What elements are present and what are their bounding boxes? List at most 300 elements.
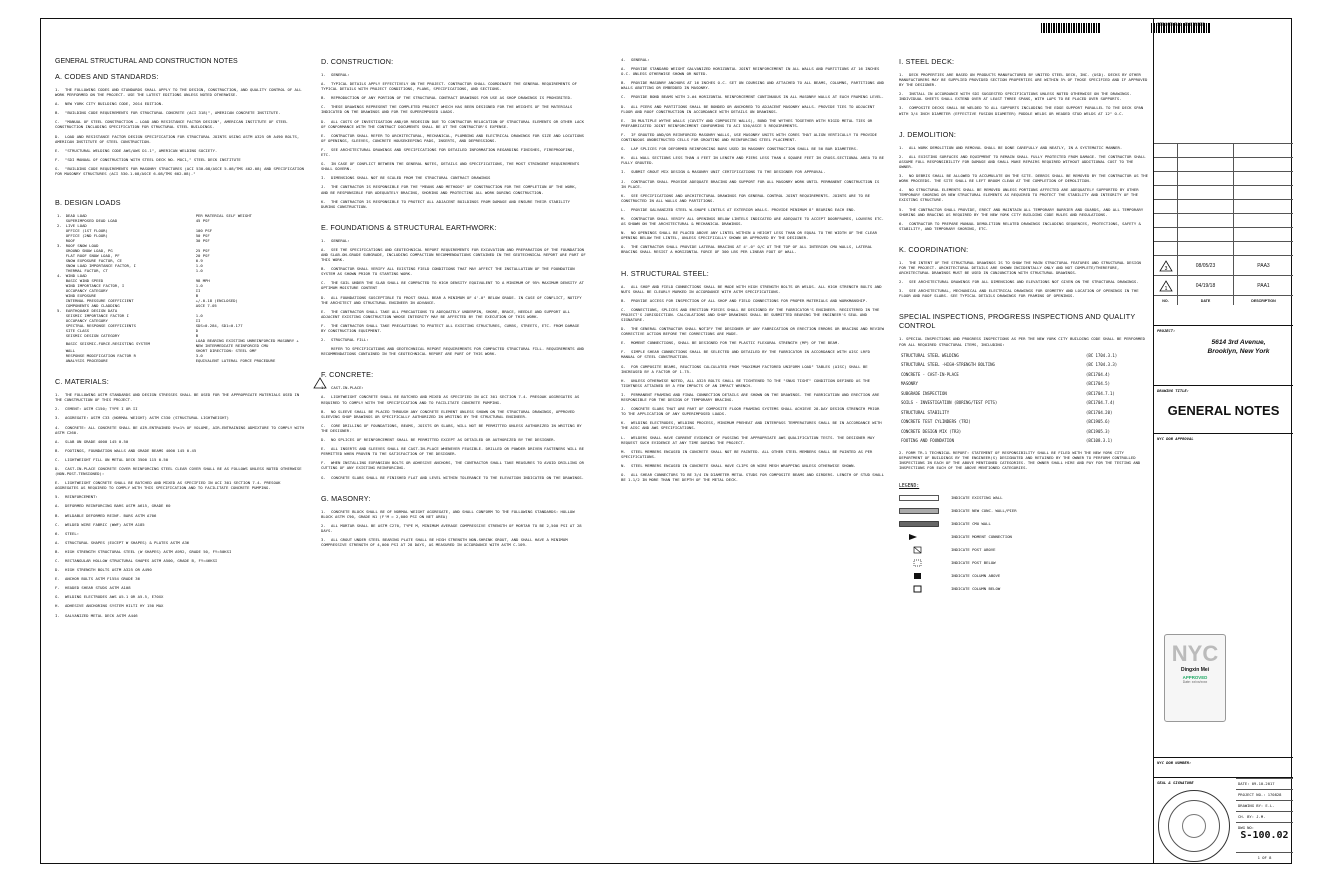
revision-row-empty xyxy=(1154,241,1293,255)
dob-number-box xyxy=(1154,757,1293,777)
load-value: 1.0 xyxy=(195,283,203,289)
note-number: 4. xyxy=(55,424,60,430)
note-number: A. xyxy=(55,101,60,107)
note-number: 3. xyxy=(899,288,904,294)
note-number: 3. xyxy=(899,173,904,179)
note-item xyxy=(621,80,885,90)
note-number: E. xyxy=(321,132,326,138)
note-text: SEE THE SPECIFICATIONS AND GEOTECHNICAL REPORT REQUIREMENTS FOR EXCAVATION AND PREPARATION OF THE FOUNDATION AND SLAB-ON-GRADE SUBGRADE, INCLUDING COMPACTION RECOMMENDATIONS CONTAINED IN THE GEOTECHNICAL REPORT ARE PART OF THIS WORK. xyxy=(321,246,586,263)
dob-number-label: NYC DOB NUMBER: xyxy=(1157,760,1192,765)
approval-status: APPROVED xyxy=(1182,675,1208,680)
note-item xyxy=(55,425,305,435)
note-text: SIMPLE SHEAR CONNECTIONS SHALL BE SELECTED AND DETAILED BY THE FABRICATOR IN ACCORDANCE WITH AISC LRFD MANUAL OF STEEL CONSTRUCTION. xyxy=(621,349,870,360)
inspection-item: SUBGRADE INSPECTION xyxy=(901,390,947,396)
note-text: PERMANENT FRAMING AND FINAL CONNECTION DETAILS ARE SHOWN ON THE DRAWINGS. THE FABRICATION AND ERECTION ARE RESPONSIBLE FOR THE DESIGN OF TEMPORARY BRACING. xyxy=(621,391,880,403)
note-item xyxy=(621,169,885,174)
load-label: WIND IMPORTANCE FACTOR, I xyxy=(65,283,125,289)
note-number: C. xyxy=(55,456,60,462)
section-foundations xyxy=(321,223,586,357)
note-item xyxy=(55,513,305,518)
legend-label: INDICATE EXISTING WALL xyxy=(951,494,1003,500)
materials-list xyxy=(55,392,305,618)
legend-row xyxy=(899,521,1149,527)
note-item xyxy=(899,72,1149,87)
inspection-code: (BC1905.6) xyxy=(1085,419,1110,425)
load-value: 30 PSF xyxy=(195,238,210,244)
load-value: 50 PSF xyxy=(195,233,210,239)
tr1-note: 2. FORM TR-1 TECHNICAL REPORT: STATEMENT OF RESPONSIBILITY SHALL BE FILED WITH THE NEW YORK CITY DEPARTMENT OF BUILDINGS BY THE ENGINEER(S) DESIGNATED AND RETAINED BY THE OWNER TO PERFORM CONTROLLED INSPECTIONS IN EACH OF THE ABOVE MENTIONED CATEGORIES. THE OWNER SHALL HIRE AND PAY FOR THE TESTING AND INSPECTIONS FOR EACH OF THE ABOVE MENTIONED CATEGORIES. xyxy=(899,449,1141,470)
note-number: F. xyxy=(621,349,626,355)
note-number: C. xyxy=(621,306,626,312)
note-text: DECK PROPERTIES ARE BASED ON PRODUCTS MANUFACTURED BY UNITED STEEL DECK, INC. (USD). DECKS BY OTHER MANUFACTURERS MAY BE SUPPLIED PROVIDED SECTION PROPERTIES ARE WITHIN 5% OF THOSE SPECIFIED AND IF APPROVED BY THE DESIGNER. xyxy=(899,72,1148,88)
load-value: SHORT DIRECTION: STEEL OMF xyxy=(195,348,257,354)
note-number: 2. xyxy=(899,153,904,159)
inspection-row xyxy=(899,417,1149,427)
note-number: C. xyxy=(321,104,326,110)
note-item xyxy=(321,104,586,114)
load-label: ANALYSIS PROCEDURE xyxy=(65,358,108,364)
note-item xyxy=(621,349,885,359)
note-number: 2. xyxy=(899,279,904,285)
inspection-row xyxy=(899,370,1149,380)
section-design-loads xyxy=(55,198,305,363)
note-item xyxy=(55,457,305,462)
inspection-code: (BC108.3.1) xyxy=(1085,438,1113,444)
revision-delta-icon xyxy=(1154,256,1178,275)
post-above-icon xyxy=(899,547,939,553)
note-item xyxy=(621,230,885,240)
note-text: SLAB ON GRADE 4000 145 0.50 xyxy=(65,438,129,444)
note-text: ALL PIERS AND PARTITIONS SHALL BE BONDED OR ANCHORED TO ADJACENT MASONRY WALLS. PROVIDE TIES TO ADJACENT FLOOR AND ROOF CONSTRUCTION IN ACCORDANCE WITH DETAILS ON DRAWINGS. xyxy=(621,103,875,114)
dwg-no-box xyxy=(1236,822,1293,852)
note-text: GALVANIZED METAL DECK ASTM A446 xyxy=(65,612,138,618)
steel-list xyxy=(621,284,885,483)
load-value: +/-0.18 (ENCLOSED) xyxy=(195,298,238,304)
legend-label: INDICATE POST BELOW xyxy=(951,559,996,565)
note-number: 3. xyxy=(899,105,904,111)
drawing-sheet xyxy=(40,18,1292,864)
note-item xyxy=(621,118,885,128)
note-number: 1. xyxy=(321,508,326,514)
note-text: AGGREGATE: ASTM C33 (NORMAL WEIGHT) ASTM C330 (STRUCTURAL LIGHTWEIGHT) xyxy=(65,415,229,421)
note-text: FOOTINGS, FOUNDATION WALLS AND GRADE BEAMS 4000 145 0.45 xyxy=(65,447,197,453)
note-number: J. xyxy=(621,178,626,184)
note-text: CAST-IN-PLACE: xyxy=(331,385,364,391)
note-text: "BUILDING CODE REQUIREMENTS FOR MASONRY STRUCTURES (ACI 530-08/ASCE 5-08/TMS 402-08) AND SPECIFICATION FOR MASONRY STRUCTURES (ACI 530.1-08/ASCE 6-08/TMS 602-08)." xyxy=(55,165,304,177)
note-text: ALL GROUT UNDER STEEL BEARING PLATE SHALL BE HIGH STRENGTH NON-SHRINK GROUT, AND SHALL HAVE A MINIMUM COMPRESSIVE STRENGTH OF 4,000 PSI AT 28 DAYS, AS MEASURED IN ACCORDANCE WITH ASTM C-109. xyxy=(321,536,568,548)
revision-row-empty xyxy=(1154,171,1293,185)
note-text: "STRUCTURAL WELDING CODE AWS/AWS D1.1", AMERICAN WELDING SOCIETY. xyxy=(65,147,218,153)
note-item xyxy=(55,448,305,453)
note-text: SEE ARCHITECTURAL DRAWINGS AND SPECIFICATIONS FOR DETAILED INFORMATION REGARDING FINISHES, FIREPROOFING, ETC. xyxy=(321,146,575,158)
note-text: THE GENERAL CONTRACTOR SHALL NOTIFY THE DESIGNER OF ANY FABRICATION OR ERECTION ERRORS OR BRACING AND REVIEW CORRECTIVE ACTION BEFORE THE CORRECTIONS ARE MADE. xyxy=(621,326,884,337)
note-text: WELDABLE DEFORMED REINF. BARS ASTM A706 xyxy=(65,512,157,518)
project-address-2: Brooklyn, New York xyxy=(1207,348,1270,355)
demolition-list xyxy=(899,145,1149,231)
revision-row-empty xyxy=(1154,199,1293,213)
note-number: A. xyxy=(55,539,60,545)
note-number: 3. xyxy=(55,415,60,421)
note-number: D. xyxy=(621,103,626,109)
note-text: LIGHTWEIGHT FILL ON METAL DECK 3500 115 0.50 xyxy=(65,456,169,462)
note-number: A. xyxy=(621,66,626,72)
note-text: CONCRETE SLABS THAT ARE PART OF COMPOSITE FLOOR FRAMING SYSTEMS SHALL ACHIEVE 28-DAY DESIGN STRENGTH PRIOR TO THE APPLICATION OF ANY SUPERIMPOSED LOADS. xyxy=(621,406,880,417)
note-text: THE SOIL UNDER THE SLAB SHALL BE COMPACTED TO HIGH DENSITY EQUIVALENT TO A MINIMUM OF 95% MAXIMUM DENSITY AT OPTIMUM MOISTURE CONTENT xyxy=(321,280,584,291)
note-text: HIGH STRENGTH STRUCTURAL STEEL (W SHAPES) ASTM A992, GRADE 50, FY=50KSI xyxy=(65,548,232,554)
note-number: F. xyxy=(321,460,326,466)
note-item xyxy=(55,101,305,106)
note-text: ALL MORTAR SHALL BE ASTM C270, TYPE M, MINIMUM AVERAGE COMPRESSIVE STRENGTH OF MORTAR TO BE 2,500 PSI AT 28 DAYS. xyxy=(321,522,582,533)
note-number: O. xyxy=(621,244,626,250)
note-item xyxy=(321,95,586,100)
note-text: THE CONTRACTOR IS RESPONSIBLE TO PROTECT ALL ADJACENT BUILDINGS FROM DAMAGE AND ENSURE THEIR STABILITY DURING CONSTRUCTION. xyxy=(321,198,570,209)
note-item xyxy=(621,378,885,388)
inspection-item: MASONRY xyxy=(901,381,918,387)
load-number: 2. xyxy=(57,223,62,229)
load-label: EARTHQUAKE DESIGN DATA xyxy=(65,308,118,314)
note-text: RECTANGULAR HOLLOW STRUCTURAL SHAPES ASTM A500, GRADE B, FY=46KSI xyxy=(65,558,218,563)
note-text: CEMENT: ASTM C150; TYPE I OR II xyxy=(65,406,138,412)
note-text: SEE SPECIFICATIONS AND ARCHITECTURAL DRAWINGS FOR GENERAL CONTROL JOINT REQUIREMENTS. JOINTS ARE TO BE CONSTRUCTED IN ALL WALLS AND PARTITIONS. xyxy=(621,192,870,203)
note-number: A. xyxy=(621,283,626,289)
note-number: G. xyxy=(321,161,326,167)
note-item xyxy=(621,132,885,142)
note-text: CONTRACTOR SHALL VERIFY ALL OPENINGS BELOW LINTELS INDICATED ARE ADEQUATE TO ACCEPT DOORFRAMES, LOUVERS ETC. AS SHOWN ON THE ARCHITECTURAL & MECHANICAL DRAWINGS. xyxy=(621,215,884,227)
section-coordination xyxy=(899,245,1149,299)
note-text: NO SPLICES OF REINFORCEMENT SHALL BE PERMITTED EXCEPT AS DETAILED OR AUTHORIZED BY THE DESIGNER. xyxy=(331,437,556,443)
note-text: ALL SHOP AND FIELD CONNECTIONS SHALL BE MADE WITH HIGH STRENGTH BOLTS OR WELDS. ALL HIGH STRENGTH BOLTS AND NUTS SHALL BE CLEARLY MARKED IN ACCORDANCE WITH ASTM SPECIFICATIONS. xyxy=(621,283,882,294)
note-number: I. xyxy=(621,169,626,175)
section-title: I. STEEL DECK: xyxy=(899,57,955,66)
note-number: C. xyxy=(321,280,326,286)
note-number: B. xyxy=(55,512,60,518)
note-text: THE CONTRACTOR SHALL TAKE ALL PRECAUTIONS TO ADEQUATELY UNDERPIN, SHORE, BRACE, NEEDLE AND SUPPORT ALL ADJACENT EXISTING CONSTRUCTION WHOSE INTEGRITY MAY BE AFFECTED BY THE EXECUTION OF THIS WORK. xyxy=(321,308,570,319)
note-text: SUBMIT GROUT MIX DESIGN & MASONRY UNIT CERTIFICATIONS TO THE DESIGNER FOR APPROVAL. xyxy=(631,169,826,175)
inspection-code: (BC1704.7.4) xyxy=(1085,400,1115,406)
note-number: K. xyxy=(621,192,626,198)
note-number: F. xyxy=(321,146,326,152)
note-item xyxy=(321,161,586,171)
note-item xyxy=(55,466,305,476)
dwg-no-label: DWG NO: xyxy=(1238,825,1255,830)
note-number: 1. xyxy=(899,72,904,77)
note-item xyxy=(621,179,885,189)
note-item xyxy=(321,238,586,243)
note-item xyxy=(55,503,305,508)
note-number: 2. xyxy=(899,91,904,97)
note-number: G. xyxy=(321,474,326,480)
inspection-code: (BC1704.20) xyxy=(1085,409,1113,415)
inspections-table xyxy=(899,351,1149,446)
masonry-general-list xyxy=(621,57,885,255)
load-label: DEAD LOAD xyxy=(65,213,87,219)
nyc-logo-icon: NYC xyxy=(1171,641,1219,666)
note-item xyxy=(321,247,586,262)
load-value: 1.0 xyxy=(195,313,203,319)
note-text: DIMENSIONS SHALL NOT BE SCALED FROM THE STRUCTURAL CONTRACT DRAWINGS xyxy=(331,175,491,181)
note-number: G. xyxy=(55,165,60,171)
note-text: TYPICAL DETAILS APPLY EFFECTIVELY ON THE PROJECT. CONTRACTOR SHALL COORDINATE THE GENERAL REQUIREMENTS OF TYPICAL DETAILS WITH PROJECT CONDITIONS, PLANS, SPECIFICATIONS, AND SECTIONS. xyxy=(321,81,577,92)
note-number: A. xyxy=(321,246,326,252)
note-text: WHEN INSTALLING EXPANSION BOLTS OR ADHESIVE ANCHORS, THE CONTRACTOR SHALL TAKE MEASURES TO AVOID DRILLING OR CUTTING OF ANY EXISTING REINFORCING. xyxy=(321,460,584,471)
note-text: CONTRACTOR SHALL REFER TO ARCHITECTURAL, MECHANICAL, PLUMBING AND ELECTRICAL DRAWINGS FOR SIZE AND LOCATIONS OF OPENINGS, SLEEVES, CONCRETE HOUSEKEEPING PADS, INSERTS, AND DEPRESSIONS. xyxy=(321,132,584,143)
note-text: THE CONTRACTOR SHALL PROVIDE, ERECT AND MAINTAIN ALL TEMPORARY BARRIER AND GUARDS, AND ALL TEMPORARY SHORING AND BRACING AS REQUIRED BY THE NEW YORK CITY BUILDING CODE RULES AND REGULATIONS. xyxy=(899,206,1144,217)
load-label: OFFICE (2ND FLOOR) xyxy=(65,233,108,239)
note-number: E. xyxy=(55,480,60,486)
inspection-row xyxy=(899,389,1149,399)
note-item xyxy=(321,119,586,129)
load-label: FLAT ROOF SNOW LOAD, PF xyxy=(65,253,120,259)
load-value: 100 PSF xyxy=(195,228,213,234)
note-text: ALL FOUNDATIONS SUSCEPTIBLE TO FROST SHALL BEAR A MINIMUM OF 4'-0" BELOW GRADE. IN CASE OF CONFLICT, NOTIFY THE ARCHITECT AND STRUCTURAL ENGINEER IN ADVANCE. xyxy=(321,294,582,305)
seal-box xyxy=(1154,777,1293,864)
note-number: A. xyxy=(321,81,326,87)
note-number: 1. xyxy=(899,144,904,150)
legend-list xyxy=(899,495,1149,592)
note-text: UNLESS OTHERWISE NOTED, ALL A325 BOLTS SHALL BE TIGHTENED TO THE "SNUG TIGHT" CONDITION DEFINED AS THE TIGHTNESS ATTAINED BY A FEW IMPACTS OF AN IMPACT WRENCH. xyxy=(621,377,870,388)
note-text: THE CONTRACTOR SHALL TAKE PRECAUTIONS TO PROTECT ALL EXISTING STRUCTURES, CURBS, STREETS, ETC. FROM DAMAGE BY CONSTRUCTION EQUIPMENT. xyxy=(321,322,580,333)
note-item xyxy=(55,531,305,536)
note-text: CORE DRILLING OF FOUNDATIONS, BEAMS, JOISTS OR SLABS, WILL NOT BE PERMITTED UNLESS AUTHORIZED IN WRITING BY THE DESIGNER. xyxy=(321,422,582,433)
note-number: A. xyxy=(55,503,60,509)
note-number: H. xyxy=(621,155,626,161)
note-item xyxy=(321,133,586,143)
note-number: D. xyxy=(55,567,60,573)
note-number: N. xyxy=(621,230,626,236)
design-loads-table xyxy=(55,213,305,363)
load-row xyxy=(55,358,305,363)
note-item xyxy=(321,72,586,77)
note-item xyxy=(621,66,885,76)
legend-title: LEGEND: xyxy=(899,484,920,489)
section-steel-deck xyxy=(899,57,1149,116)
inspection-row xyxy=(899,360,1149,370)
load-label: GROUND SNOW LOAD, PG xyxy=(65,248,113,254)
note-number: G. xyxy=(621,146,626,152)
note-number: 6. xyxy=(55,530,60,536)
note-item xyxy=(621,449,885,459)
note-number: N. xyxy=(621,462,626,468)
revision-delta-icon xyxy=(1154,276,1178,295)
section-title: G. MASONRY: xyxy=(321,493,371,503)
inspection-row xyxy=(899,379,1149,389)
note-number: D. xyxy=(321,118,326,124)
note-number: L. xyxy=(621,206,626,212)
note-text: ANCHOR BOLTS ASTM F1554 GRADE 36 xyxy=(65,576,140,582)
note-number: 3. xyxy=(321,536,326,542)
note-item xyxy=(55,613,305,618)
load-value: B xyxy=(195,293,199,299)
note-number: 2. xyxy=(55,406,60,412)
note-number: D. xyxy=(321,437,326,443)
inspection-code: (BC 1704.3.3) xyxy=(1085,362,1118,368)
column-2 xyxy=(321,57,586,561)
load-value: D xyxy=(195,328,199,334)
load-value: EQUIVALENT LATERAL FORCE PROCEDURE xyxy=(195,358,276,364)
note-item xyxy=(55,157,305,162)
legend-row xyxy=(899,586,1149,592)
note-item xyxy=(899,173,1149,183)
note-number: D. xyxy=(621,326,626,332)
load-label: ROOF xyxy=(65,238,76,244)
load-value: 0.9 xyxy=(195,258,203,264)
note-item xyxy=(55,576,305,581)
inspection-item: FOOTING AND FOUNDATION xyxy=(901,438,954,444)
note-text: FOR COMPOSITE BEAMS, REACTIONS CALCULATED FROM "MAXIMUM FACTORED UNIFORM LOAD" TABLES (AISC) SHALL BE INCREASED BY A FACTOR OF 1.75. xyxy=(621,363,868,374)
note-number: I. xyxy=(321,175,326,181)
rev-header-no: NO. xyxy=(1154,296,1178,305)
note-text: IN MULTIPLE WYTHE WALLS (CAVITY AND COMPOSITE WALLS), BOND THE WYTHES TOGETHER WITH RIGID METAL TIES OR PREFABRICATED JOINT REINFORCEMENT CONFORMING TO ACI 530/ASCE 5 REQUIREMENTS. xyxy=(621,117,873,128)
note-item xyxy=(899,91,1149,101)
note-text: "MANUAL OF STEEL CONSTRUCTION — LOAD AND RESISTANCE FACTOR DESIGN", AMERICAN INSTITUTE OF STEEL CONSTRUCTION INCLUDING SPECIFICATION FOR STRUCTURAL STEEL BUILDINGS. xyxy=(55,119,288,130)
note-text: CONTRACTOR SHALL PROVIDE ADEQUATE BRACING AND SUPPORT FOR ALL MASONRY WORK UNTIL PERMANENT CONSTRUCTION IS IN PLACE. xyxy=(621,178,880,189)
note-text: PROVIDE STANDARD WEIGHT GALVANIZED HORIZONTAL JOINT REINFORCEMENT IN ALL WALLS AND PARTITIONS AT 16 INCHES O.C. UNLESS OTHERWISE SHOWN OR NOTED. xyxy=(621,66,880,77)
load-label: SNOW EXPOSURE FACTOR, CE xyxy=(65,258,122,264)
codes-list xyxy=(55,87,305,176)
note-item xyxy=(899,221,1149,231)
drawing-title-label: DRAWING TITLE: xyxy=(1157,388,1190,393)
note-text: CONCRETE: ALL CONCRETE SHALL BE AIR-ENTRAINED 5%±1% OF VOLUME, AIR-ENTRAINING ADMIXTURE TO COMPLY WITH ASTM C260. xyxy=(55,424,304,435)
moment-connection-icon xyxy=(899,534,939,540)
note-number: 2. xyxy=(321,522,326,528)
inspection-row xyxy=(899,398,1149,408)
note-text: ALL COSTS OF INVESTIGATION AND/OR REDESIGN DUE TO CONTRACTOR RELOCATION OF STRUCTURAL ELEMENTS OR OTHER LACK OF CONFORMANCE WITH THE CONTRACT DOCUMENTS SHALL BE AT THE CONTRACTOR'S EXPENSE. xyxy=(321,118,584,129)
note-text: NEW YORK CITY BUILDING CODE, 2014 EDITION. xyxy=(65,101,164,107)
masonry-list xyxy=(321,509,586,548)
drawn-by-field: DRAWING BY: E.L. xyxy=(1236,800,1293,811)
inspection-code: (BC1905.3) xyxy=(1085,428,1110,434)
legend-label: INDICATE CMU WALL xyxy=(951,520,991,526)
note-text: CONTRACTOR SHALL VERIFY ALL EXISTING FIELD CONDITIONS THAT MAY AFFECT THE INSTALLATION OF THE FOUNDATION SYSTEM AS SHOWN PRIOR TO STARTING WORK. xyxy=(321,266,575,277)
note-item xyxy=(899,279,1149,284)
project-info-grid xyxy=(1236,778,1293,863)
note-number: A. xyxy=(55,438,60,444)
load-row xyxy=(55,338,305,348)
revision-no: 1 xyxy=(1164,285,1167,292)
note-item xyxy=(55,540,305,545)
note-number: 5. xyxy=(899,206,904,212)
date-field: DATE: 09-10-2017 xyxy=(1236,778,1293,789)
note-number: J. xyxy=(621,406,626,412)
load-value: 98 MPH xyxy=(195,278,210,284)
section-title: B. DESIGN LOADS xyxy=(55,198,121,208)
note-number: 1. xyxy=(55,392,60,398)
load-label: COMPONENTS AND CLADDING xyxy=(65,303,120,309)
note-item xyxy=(899,154,1149,169)
legend-label: INDICATE POST ABOVE xyxy=(951,546,996,552)
note-item xyxy=(55,522,305,527)
note-number: A. xyxy=(321,394,326,400)
load-label: INTERNAL PRESSURE COEFFICIENT xyxy=(65,298,134,304)
note-text: GENERAL: xyxy=(331,72,350,77)
load-label: THERMAL FACTOR, CT xyxy=(65,268,108,274)
note-item xyxy=(321,266,586,276)
revision-desc: PAA1 xyxy=(1257,282,1270,289)
note-item xyxy=(321,175,586,180)
note-item xyxy=(321,147,586,157)
engineer-seal-icon xyxy=(1158,790,1230,862)
section-codes xyxy=(55,72,305,176)
load-number xyxy=(55,358,64,363)
inspection-item: STRUCTURAL STEEL WELDING xyxy=(901,352,959,358)
rev-header-desc: DESCRIPTION xyxy=(1251,298,1276,303)
note-text: CONCRETE BLOCK SHALL BE OF NORMAL WEIGHT AGGREGATE, AND SHALL CONFORM TO THE FOLLOWING STANDARDS: HOLLOW BLOCK ASTM C90, GRADE N1 (F'M = 2,000 PSI ON NET AREA) xyxy=(321,508,575,519)
note-number: E. xyxy=(321,308,326,314)
load-number: 1. xyxy=(57,213,62,219)
note-item xyxy=(55,439,305,444)
load-label: WIND LOAD xyxy=(65,273,87,279)
note-item xyxy=(55,594,305,599)
note-text: STEEL MEMBERS ENCASED IN CONCRETE SHALL HAVE CLIPS OR WIRE MESH WRAPPING UNLESS OTHERWISE SHOWN. xyxy=(631,462,856,468)
load-value: SDS=0.284, SD1=0.177 xyxy=(195,323,243,329)
note-item xyxy=(321,394,586,404)
load-label: OFFICE (1ST FLOOR) xyxy=(65,228,108,234)
note-number: 1. xyxy=(55,87,60,92)
note-text: ALL WALL SECTIONS LESS THAN 4 FEET IN LENGTH AND PIERS LESS THAN 4 SQUARE FEET IN CROSS-SECTIONAL AREA TO BE FULLY GROUTED. xyxy=(621,155,884,166)
note-item xyxy=(321,423,586,433)
section-masonry xyxy=(321,494,586,548)
note-number: D. xyxy=(55,465,60,471)
revision-header xyxy=(1154,295,1293,305)
note-text: SEE ARCHITECTURAL DRAWINGS FOR ALL DIMENSIONS AND ELEVATIONS NOT GIVEN ON THE STRUCTURAL DRAWINGS. xyxy=(909,279,1139,285)
load-label: OCCUPANCY CATEGORY xyxy=(65,288,108,294)
note-item xyxy=(321,446,586,456)
note-text: CONNECTIONS, SPLICES AND ERECTION PIECES SHALL BE DESIGNED BY THE FABRICATOR'S ENGINEER. REGISTERED IN THE PROJECT'S JURISDICTION. CALCULATIONS AND SHOP DRAWINGS SHALL BE SUBMITTED BEARING THE ENGINEER'S SEAL AND SIGNATURE. xyxy=(621,306,880,322)
note-number: E. xyxy=(621,340,626,346)
note-number: 6. xyxy=(899,220,904,226)
load-label: BASIC SEISMIC-FORCE-RESISTING SYSTEM xyxy=(65,340,151,346)
drawing-title: GENERAL NOTES xyxy=(1167,403,1280,418)
note-number: G. xyxy=(621,363,626,369)
revision-row xyxy=(1154,255,1293,275)
note-item xyxy=(321,346,586,356)
note-item xyxy=(321,280,586,290)
inspection-code: (BC1704.7.1) xyxy=(1085,390,1115,396)
note-text: ALL SHEAR CONNECTORS TO BE 3/4 IN DIAMETER METAL STUDS FOR COMPOSITE BEAMS AND GIRDERS. LENGTH OF STUD SHALL BE 1-1/2 IN MORE THAN THE DEPTH OF THE METAL DECK. xyxy=(621,471,884,483)
legend-label: INDICATE MOMENT CONNECTION xyxy=(951,533,1012,539)
note-text: THE FOLLOWING ASTM STANDARDS AND DESIGN STRESSES SHALL BE USED FOR THE APPROPRIATE MATERIALS USED IN THE CONSTRUCTION OF THIS PROJECT. xyxy=(55,392,300,403)
load-value: 3.0 xyxy=(195,353,203,359)
note-item xyxy=(321,385,586,390)
inspection-code: (BC1704.5) xyxy=(1085,381,1110,387)
dob-approval-label: NYC DOB APPROVAL xyxy=(1157,436,1194,441)
note-item xyxy=(621,216,885,226)
note-item xyxy=(899,105,1149,115)
note-text: LOAD AND RESISTANCE FACTOR DESIGN SPECIFICATION FOR STRUCTURAL JOINTS USING ASTM A325 OR A490 BOLTS, AMERICAN INSTITUTE OF STEEL CONSTRUCTION. xyxy=(55,133,300,144)
note-number: 5. xyxy=(55,494,60,500)
concrete-list xyxy=(321,385,586,479)
note-item xyxy=(899,207,1149,217)
project-no-field: PROJECT NO.: 170828 xyxy=(1236,789,1293,800)
coordination-list xyxy=(899,260,1149,299)
note-text: NO STRUCTURAL ELEMENTS SHALL BE REMOVED UNLESS PORTIONS AFFECTED ARE ADEQUATELY SUPPORTED BY OTHER TEMPORARY SHORING OR NEW STRUCTURAL ELEMENTS AS REQUIRED TO PROTECT THE STABILITY AND INTEGRITY OF THE EXISTING STRUCTURE. xyxy=(899,187,1139,203)
note-item xyxy=(621,104,885,114)
revision-desc: PAA3 xyxy=(1257,262,1270,269)
project-box xyxy=(1154,325,1293,385)
note-number: 4. xyxy=(621,57,626,62)
inspection-item: CONCRETE - CAST-IN-PLACE xyxy=(901,371,959,377)
note-text: "BUILDING CODE REQUIREMENTS FOR STRUCTURAL CONCRETE (ACI 318)", AMERICAN CONCRETE INSTITUTE. xyxy=(65,110,281,116)
post-below-icon xyxy=(899,560,939,566)
note-text: ADHESIVE ANCHORING SYSTEM HILTI HY 150 MAX xyxy=(65,603,164,609)
load-value: II xyxy=(195,318,201,324)
load-label: SPECTRAL RESPONSE COEFFICIENTS xyxy=(65,323,136,329)
note-number: B. xyxy=(621,80,626,86)
section-masonry-general xyxy=(621,57,885,255)
section-title: F. CONCRETE: xyxy=(321,370,374,380)
note-number: E. xyxy=(55,576,60,582)
note-item xyxy=(621,326,885,336)
